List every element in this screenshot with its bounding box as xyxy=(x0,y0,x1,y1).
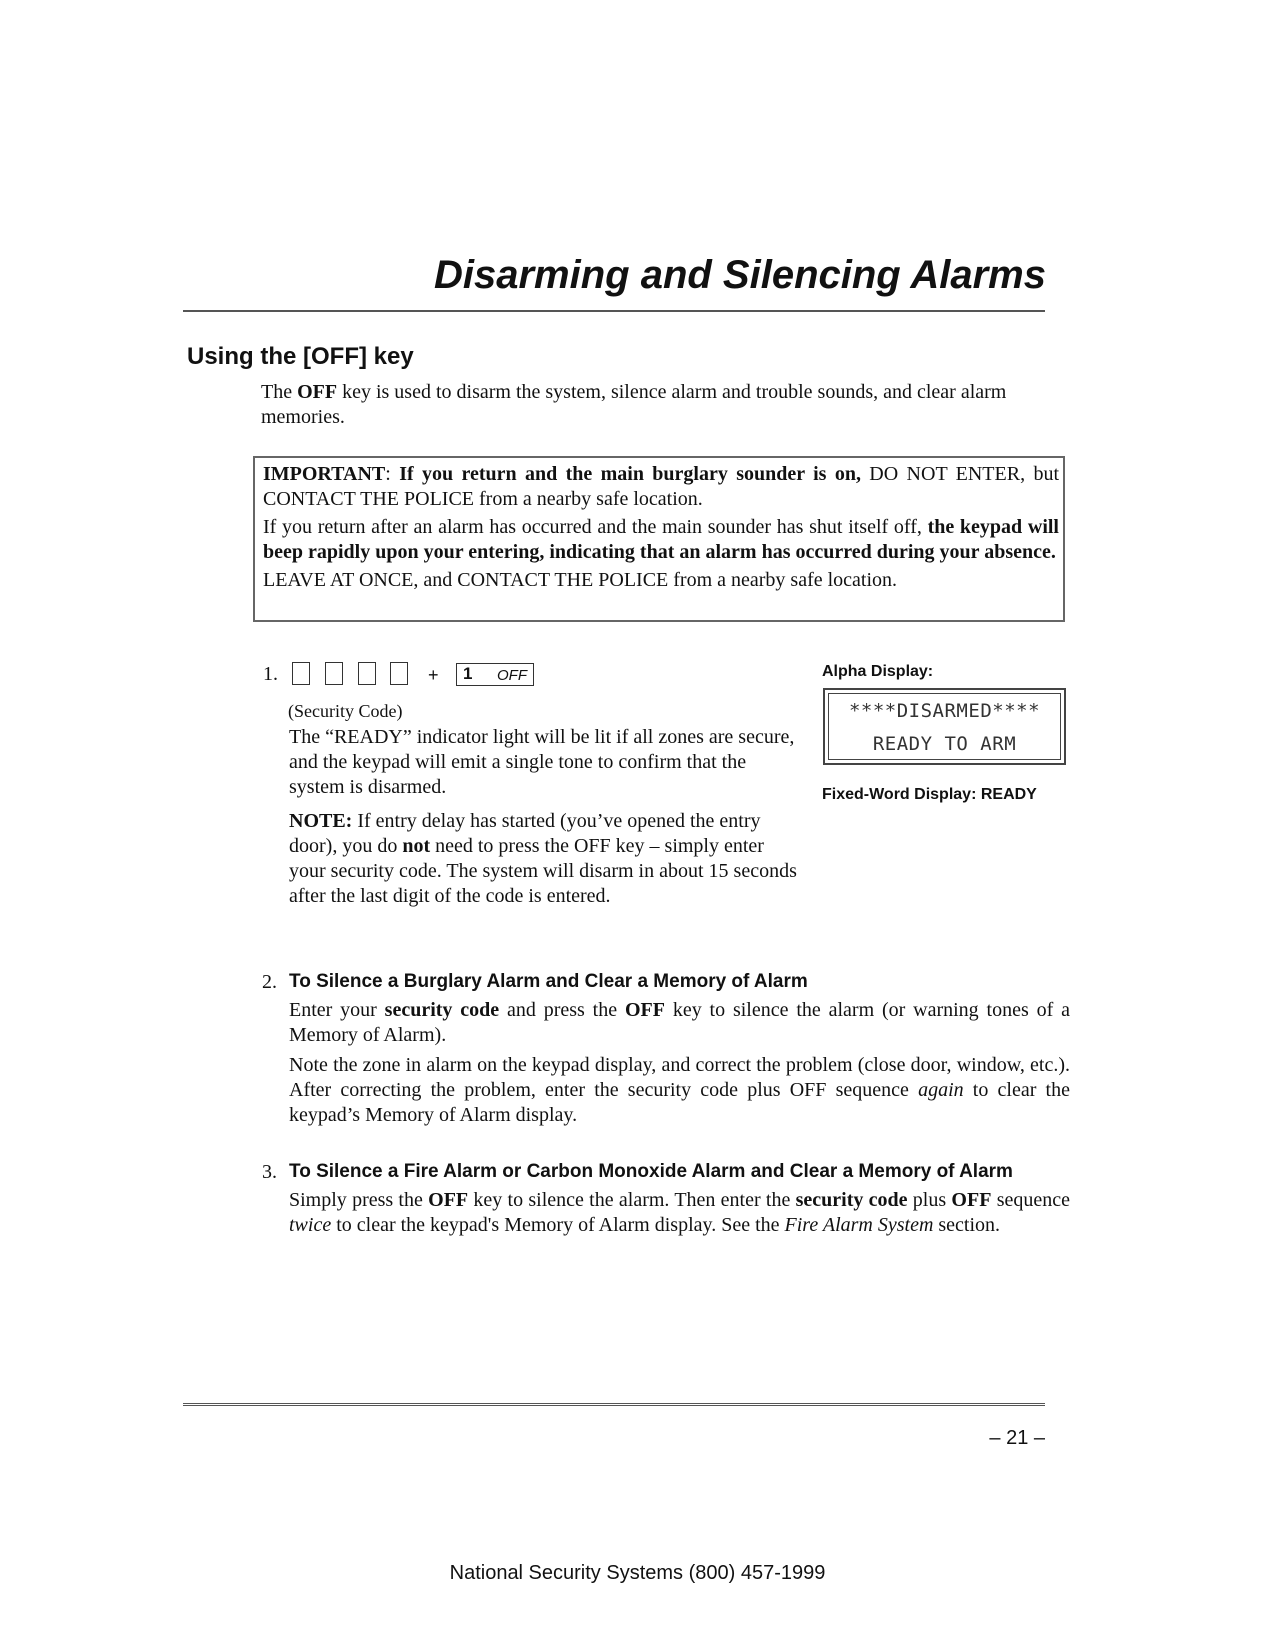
step-1-body xyxy=(289,725,799,918)
plus-sign: + xyxy=(428,665,439,685)
step-3-heading: To Silence a Fire Alarm or Carbon Monoxide Alarm and Clear a Memory of Alarm xyxy=(289,1161,1013,1182)
off-key-icon xyxy=(456,663,534,686)
fixed-word-display-label: Fixed-Word Display: READY xyxy=(822,786,1037,803)
intro-paragraph: The OFF key is used to disarm the system, silence alarm and trouble sounds, and clear alarm memories. xyxy=(261,381,1007,428)
important-paragraph-3: LEAVE AT ONCE, and CONTACT THE POLICE from a nearby safe location. xyxy=(263,569,898,591)
important-notice-box xyxy=(253,456,1065,622)
step-1-number: 1. xyxy=(263,663,278,685)
footer-divider xyxy=(183,1403,1045,1406)
important-paragraph-1: IMPORTANT: If you return and the main burglary sounder is on, DO NOT ENTER, but CONTACT THE POLICE from a nearby safe location. xyxy=(263,463,1059,510)
code-digit-box xyxy=(292,662,310,685)
alpha-display-label: Alpha Display: xyxy=(822,663,934,680)
display-line-1: ****DISARMED**** xyxy=(848,700,1041,722)
title-divider xyxy=(183,310,1045,312)
off-key-number: 1 xyxy=(463,664,473,683)
step-2-heading: To Silence a Burglary Alarm and Clear a Memory of Alarm xyxy=(289,971,808,992)
step-3-body xyxy=(289,1188,1070,1243)
step-2-paragraph-1: Enter your security code and press the OFF key to silence the alarm (or warning tones of a Memory of Alarm). xyxy=(289,999,1070,1046)
company-footer: National Security Systems (800) 457-1999 xyxy=(449,1562,826,1584)
security-code-caption: (Security Code) xyxy=(288,701,403,721)
alpha-display-screen xyxy=(823,688,1066,765)
step-2-number: 2. xyxy=(262,971,277,993)
step-3-number: 3. xyxy=(262,1161,277,1183)
step-3-paragraph: Simply press the OFF key to silence the alarm. Then enter the security code plus OFF sequence twice to clear the keypad's Memory of Alarm display. See the Fire Alarm System section. xyxy=(289,1189,1070,1236)
code-digit-box xyxy=(325,662,343,685)
code-digit-box xyxy=(358,662,376,685)
important-paragraph-2: If you return after an alarm has occurred and the main sounder has shut itself off, the keypad will beep rapidly upon your entering, indicating that an alarm has occurred during your absence. xyxy=(263,516,1059,563)
section-heading: Using the [OFF] key xyxy=(187,343,414,370)
step-1-paragraph: The “READY” indicator light will be lit if all zones are secure, and the keypad will emit a single tone to confirm that the system is disarmed. xyxy=(289,726,795,798)
page-number: – 21 – xyxy=(989,1427,1045,1449)
step-2-paragraph-2: Note the zone in alarm on the keypad display, and correct the problem (close door, window, etc.). After correcting the problem, enter the security code plus OFF sequence again to clear the keypad’s Memory of Alarm display. xyxy=(289,1054,1070,1126)
step-1-note: NOTE: If entry delay has started (you’ve opened the entry door), you do not need to press the OFF key – simply enter your security code. The system will disarm in about 15 seconds after the last digit of the code is entered. xyxy=(289,810,797,907)
off-key-label: OFF xyxy=(497,667,527,684)
display-line-2: READY TO ARM xyxy=(872,733,1017,755)
page-title: Disarming and Silencing Alarms xyxy=(433,253,1046,297)
code-digit-box xyxy=(390,662,408,685)
step-2-body xyxy=(289,998,1070,1133)
